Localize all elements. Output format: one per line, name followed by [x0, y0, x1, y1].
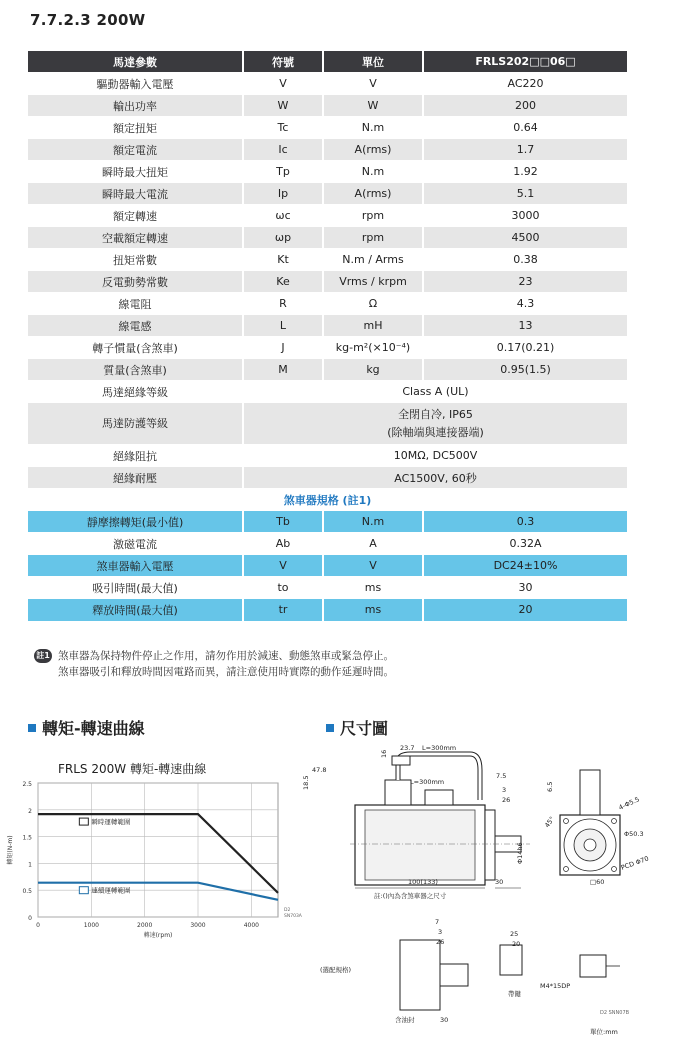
param-value: 4500: [423, 227, 628, 249]
param-name: 額定扭矩: [28, 117, 243, 139]
spec-header-row: [28, 51, 628, 73]
y-tick-label: 2: [28, 807, 32, 815]
spec-row: [28, 381, 628, 403]
param-name: 瞬時最大扭矩: [28, 161, 243, 183]
dimension-label: D2 SNN07B: [600, 1010, 630, 1016]
dimension-label: L=300mm: [410, 778, 445, 786]
param-name: 轉子慣量(含煞車): [28, 337, 243, 359]
spec-row: [28, 139, 628, 161]
param-unit: ms: [323, 599, 423, 621]
dimension-label: 25: [510, 930, 519, 938]
param-name: 激磁電流: [28, 533, 243, 555]
param-unit: A: [323, 533, 423, 555]
param-value: 1.92: [423, 161, 628, 183]
dimension-label: Φ50.3: [624, 830, 644, 838]
param-symbol: V: [243, 73, 323, 95]
param-symbol: ωp: [243, 227, 323, 249]
param-symbol: Ip: [243, 183, 323, 205]
section-torque-curve-label: 轉矩-轉速曲線: [42, 719, 145, 738]
header-model: FRLS202□□06□: [423, 51, 628, 73]
param-value-line: 全閉自冷, IP65: [398, 407, 473, 421]
param-name: 驅動器輸入電壓: [28, 73, 243, 95]
dimension-label: Φ14h6: [516, 842, 524, 864]
param-symbol: tr: [243, 599, 323, 621]
power-connector: [385, 780, 411, 805]
param-name: 吸引時間(最大值): [28, 577, 243, 599]
spec-row: [28, 403, 628, 445]
param-unit: kg: [323, 359, 423, 381]
param-unit: V: [323, 555, 423, 577]
spec-row: [28, 183, 628, 205]
dimension-label: 26: [502, 796, 511, 804]
param-value-line: AC1500V, 60秒: [394, 471, 477, 485]
param-value: 4.3: [423, 293, 628, 315]
page-heading: 7.7.2.3 200W: [30, 11, 146, 29]
param-value: 0.38: [423, 249, 628, 271]
note-line-1: 煞車器為保持物件停止之作用，請勿作用於減速、動態煞車或緊急停止。: [58, 650, 394, 662]
y-tick-label: 1: [28, 861, 32, 869]
param-value: 0.32A: [423, 533, 628, 555]
dimension-label: 30: [440, 1016, 449, 1024]
param-name: 馬達防護等級: [28, 403, 243, 445]
param-unit: N.m: [323, 117, 423, 139]
dimension-label: 45°: [543, 815, 557, 830]
dimension-label: 7: [435, 918, 440, 926]
brake-row: [28, 533, 628, 555]
spec-row: [28, 337, 628, 359]
param-unit: kg-m²(×10⁻⁴): [323, 337, 423, 359]
param-symbol: R: [243, 293, 323, 315]
param-symbol: V: [243, 555, 323, 577]
x-tick-label: 2000: [137, 922, 153, 929]
param-value: 1.7: [423, 139, 628, 161]
x-tick-label: 3000: [190, 922, 206, 929]
spec-row: [28, 359, 628, 381]
brake-row: [28, 599, 628, 621]
param-symbol: Ke: [243, 271, 323, 293]
spec-row: [28, 271, 628, 293]
dimension-label: PCD Φ70: [619, 854, 650, 872]
dimension-label: 4-Φ5.5: [617, 795, 641, 812]
param-symbol: J: [243, 337, 323, 359]
spec-row: [28, 161, 628, 183]
mount-hole: [612, 867, 617, 872]
param-name: 額定轉速: [28, 205, 243, 227]
spec-row: [28, 205, 628, 227]
option-key-view: [500, 945, 522, 975]
param-symbol: L: [243, 315, 323, 337]
param-name: 絕緣耐壓: [28, 467, 243, 489]
param-symbol: Kt: [243, 249, 323, 271]
param-unit: V: [323, 73, 423, 95]
section-dimensions: [326, 716, 388, 739]
dimension-label: 帶鍵: [508, 990, 521, 998]
dimension-label: 20: [512, 940, 521, 948]
param-name: 反電動勢常數: [28, 271, 243, 293]
series-label: 瞬時運轉範圍: [91, 818, 131, 827]
param-unit: Vrms / krpm: [323, 271, 423, 293]
param-symbol: Ic: [243, 139, 323, 161]
cable-plug: [392, 756, 410, 765]
param-value: 0.64: [423, 117, 628, 139]
dimension-label: L=300mm: [422, 744, 457, 752]
spec-row: [28, 467, 628, 489]
header-symbol: 符號: [243, 51, 323, 73]
spec-row: [28, 249, 628, 271]
chart-annotation: D2: [284, 908, 291, 913]
param-unit: A(rms): [323, 139, 423, 161]
legend-swatch: [79, 818, 88, 825]
param-symbol: Ab: [243, 533, 323, 555]
param-value-line: Class A (UL): [402, 385, 469, 398]
header-unit: 單位: [323, 51, 423, 73]
param-value: 0.3: [423, 511, 628, 533]
torque-speed-chart: [0, 775, 302, 965]
param-unit: A(rms): [323, 183, 423, 205]
brake-row: [28, 577, 628, 599]
param-value: 20: [423, 599, 628, 621]
brake-row: [28, 555, 628, 577]
param-unit: W: [323, 95, 423, 117]
param-unit: mH: [323, 315, 423, 337]
spec-row: [28, 117, 628, 139]
param-value: 200: [423, 95, 628, 117]
param-value: 0.17(0.21): [423, 337, 628, 359]
mount-hole: [564, 867, 569, 872]
param-value: [243, 445, 628, 467]
option-flange-view: [400, 940, 440, 1010]
param-symbol: Tp: [243, 161, 323, 183]
param-unit: rpm: [323, 205, 423, 227]
param-symbol: Tb: [243, 511, 323, 533]
brake-note: [34, 648, 394, 680]
front-shaft-circle: [584, 839, 596, 851]
dimension-label: □60: [590, 878, 605, 886]
spec-row: [28, 73, 628, 95]
param-symbol: Tc: [243, 117, 323, 139]
y-tick-label: 2.5: [22, 781, 32, 788]
dimension-label: 含油封: [395, 1016, 415, 1024]
param-name: 靜摩擦轉矩(最小值): [28, 511, 243, 533]
param-name: 煞車器輸入電壓: [28, 555, 243, 577]
dimension-label: 47.8: [312, 766, 327, 774]
brake-heading: 煞車器規格 (註1): [28, 489, 628, 511]
spec-row: [28, 95, 628, 117]
x-tick-label: 1000: [83, 922, 99, 929]
dimension-label: 6.5: [546, 781, 554, 792]
spec-row: [28, 445, 628, 467]
dimension-label: 註:()內為含煞車器之尺寸: [374, 892, 447, 900]
dimension-label: 30: [495, 878, 504, 886]
param-value: [243, 381, 628, 403]
header-param: 馬達參數: [28, 51, 243, 73]
param-unit: N.m: [323, 161, 423, 183]
spec-row: [28, 315, 628, 337]
brake-row: [28, 511, 628, 533]
param-name: 瞬時最大電流: [28, 183, 243, 205]
param-value-line: (除軸端與連接器端): [387, 425, 484, 439]
dimension-label: M4*15DP: [540, 982, 571, 990]
param-value: 5.1: [423, 183, 628, 205]
y-tick-label: 0.5: [22, 888, 32, 896]
param-name: 馬達絕緣等級: [28, 381, 243, 403]
y-axis-label: 轉矩(N-m): [7, 835, 14, 865]
y-tick-label: 0: [28, 915, 32, 922]
dimension-label: 26: [436, 938, 445, 946]
x-axis-label: 轉速(rpm): [143, 932, 173, 939]
param-value: 13: [423, 315, 628, 337]
front-connector: [580, 770, 600, 815]
param-name: 釋放時間(最大值): [28, 599, 243, 621]
param-name: 質量(含煞車): [28, 359, 243, 381]
param-unit: N.m: [323, 511, 423, 533]
motor-body-inner: [365, 810, 475, 880]
motor-flange: [485, 810, 495, 880]
mount-hole: [612, 819, 617, 824]
series-label: 連續運轉範圍: [91, 886, 131, 895]
param-value: [243, 403, 628, 445]
param-name: 絕緣阻抗: [28, 445, 243, 467]
dimension-label: (選配規格): [320, 966, 352, 974]
param-value: [243, 467, 628, 489]
note-line-2: 煞車器吸引和釋放時間因電路而異，請注意使用時實際的動作延遲時間。: [58, 666, 394, 678]
param-name: 空載額定轉速: [28, 227, 243, 249]
section-torque-curve: [28, 716, 145, 739]
mount-hole: [564, 819, 569, 824]
x-tick-label: 0: [36, 922, 40, 929]
param-name: 輸出功率: [28, 95, 243, 117]
note-badge: 註1: [34, 649, 52, 663]
param-value-line: 10MΩ, DC500V: [393, 449, 478, 462]
param-value: AC220: [423, 73, 628, 95]
plot-area: [38, 783, 278, 917]
dimension-label: 16: [380, 749, 388, 758]
spec-row: [28, 293, 628, 315]
encoder-connector: [425, 790, 453, 805]
param-symbol: M: [243, 359, 323, 381]
legend-swatch: [79, 887, 88, 894]
brake-heading-row: [28, 489, 628, 511]
chart-title: FRLS 200W 轉矩-轉速曲線: [58, 762, 207, 776]
param-name: 線電阻: [28, 293, 243, 315]
option-tap-view: [580, 955, 606, 977]
param-symbol: W: [243, 95, 323, 117]
dimension-drawing: [290, 740, 690, 1040]
param-unit: Ω: [323, 293, 423, 315]
dimension-label: 3: [438, 928, 443, 936]
param-value: 30: [423, 577, 628, 599]
param-name: 線電感: [28, 315, 243, 337]
dimension-label: 100(133): [408, 878, 438, 886]
param-symbol: to: [243, 577, 323, 599]
param-name: 額定電流: [28, 139, 243, 161]
param-value: 0.95(1.5): [423, 359, 628, 381]
chart-annotation: SN703A: [284, 914, 302, 919]
dimension-label: 23.7: [400, 744, 415, 752]
dimension-label: 7.5: [496, 772, 507, 780]
x-tick-label: 4000: [243, 922, 259, 929]
param-unit: N.m / Arms: [323, 249, 423, 271]
dimension-label: 3: [502, 786, 507, 794]
dimension-label: 單位:mm: [590, 1028, 618, 1036]
param-symbol: ωc: [243, 205, 323, 227]
param-value: 3000: [423, 205, 628, 227]
spec-table: [28, 50, 629, 621]
spec-row: [28, 227, 628, 249]
param-name: 扭矩常數: [28, 249, 243, 271]
option-shaft-view: [440, 964, 468, 986]
param-unit: rpm: [323, 227, 423, 249]
y-tick-label: 1.5: [22, 834, 32, 842]
param-unit: ms: [323, 577, 423, 599]
dimension-label: 18.5: [302, 775, 310, 790]
param-value: 23: [423, 271, 628, 293]
section-dimensions-label: 尺寸圖: [340, 719, 389, 738]
param-value: DC24±10%: [423, 555, 628, 577]
